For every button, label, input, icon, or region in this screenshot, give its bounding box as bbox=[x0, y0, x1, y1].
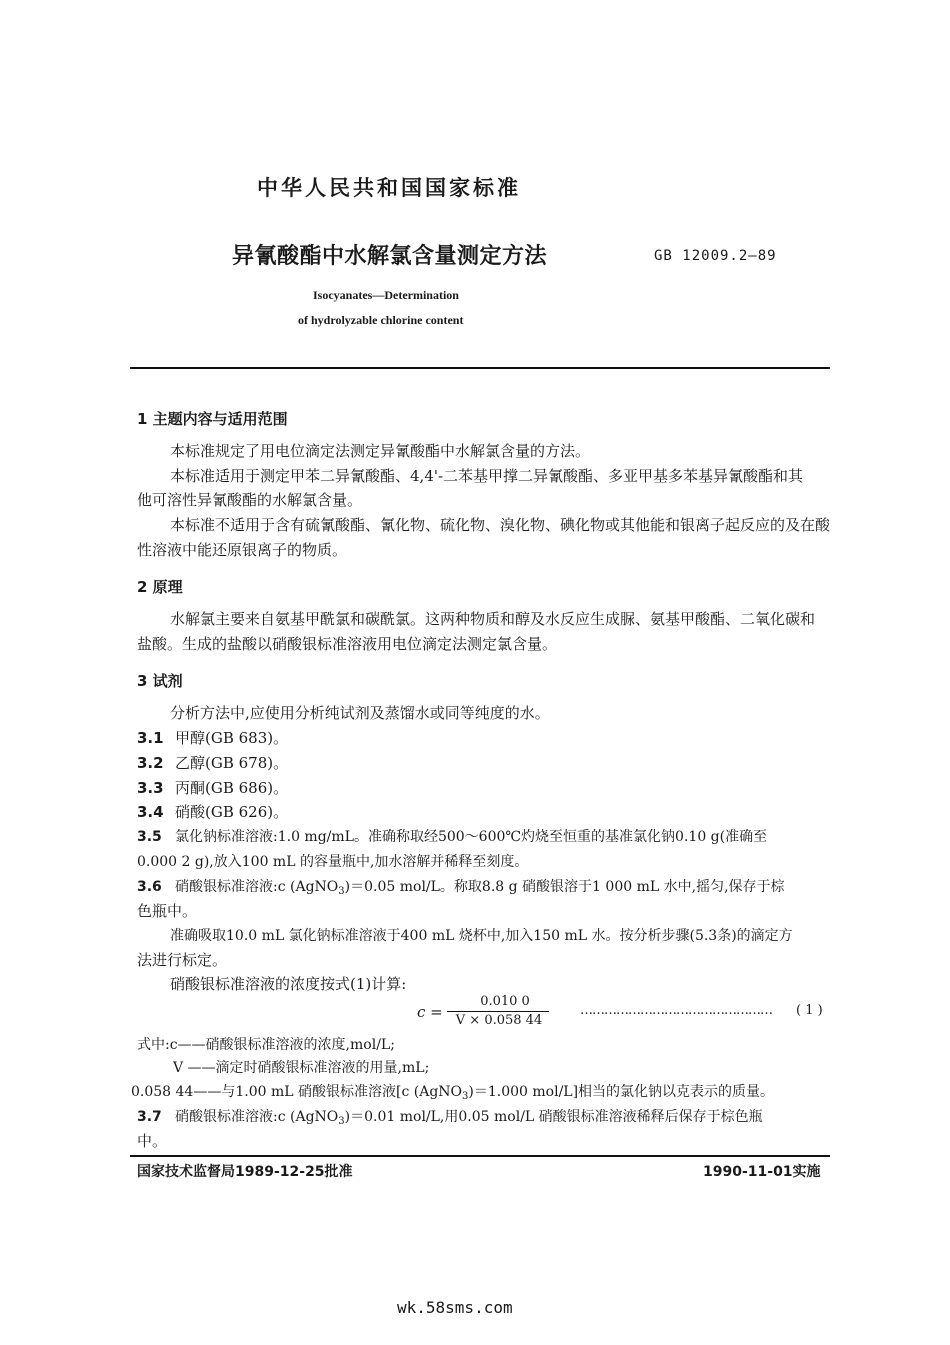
english-title-line-1: Isocyanates—Determination bbox=[313, 288, 459, 302]
where-k-text: 0.058 44——与1.00 mL 硝酸银标准溶液[c (AgNO bbox=[131, 1084, 463, 1100]
footer-divider bbox=[130, 1155, 830, 1157]
item-number: 3.4 bbox=[137, 803, 164, 821]
item-3-7-cont: 中。 bbox=[137, 1132, 168, 1150]
item-3-4 bbox=[137, 802, 288, 822]
formula-intro: 硝酸银标准溶液的浓度按式(1)计算: bbox=[170, 975, 407, 993]
item-3-5-cont: 0.000 2 g),放入100 mL 的容量瓶中,加水溶解并稀释至刻度。 bbox=[137, 854, 529, 870]
item-text-post: )＝0.05 mol/L。称取8.8 g 硝酸银溶于1 000 mL 水中,摇匀,保存于棕 bbox=[344, 879, 785, 895]
section-2-paragraph-cont: 盐酸。生成的盐酸以硝酸银标准溶液用电位滴定法测定氯含量。 bbox=[137, 635, 558, 653]
item-text-post: )＝0.01 mol/L,用0.05 mol/L 硝酸银标准溶液稀释后保存于棕色瓶 bbox=[344, 1109, 763, 1125]
item-number: 3.3 bbox=[137, 779, 164, 797]
section-1-paragraph-2-cont: 他可溶性异氰酸酯的水解氯含量。 bbox=[137, 491, 363, 509]
calibration-paragraph-cont: 法进行标定。 bbox=[137, 951, 228, 969]
section-2-paragraph: 水解氯主要来自氨基甲酰氯和碳酰氯。这两种物质和醇及水反应生成脲、氨基甲酸酯、二氧化碳和 bbox=[170, 610, 816, 628]
item-text: 乙醇(GB 678)。 bbox=[175, 754, 289, 772]
item-text: 丙酮(GB 686)。 bbox=[175, 779, 289, 797]
item-3-6-cont: 色瓶中。 bbox=[137, 902, 198, 920]
item-text: 甲醇(GB 683)。 bbox=[175, 729, 289, 747]
issuing-body-title: 中华人民共和国国家标准 bbox=[257, 176, 521, 200]
where-k-text-post: )＝1.000 mol/L]相当的氯化钠以克表示的质量。 bbox=[468, 1084, 775, 1100]
item-text: 氯化钠标准溶液:1.0 mg/mL。准确称取经500～600℃灼烧至恒重的基准氯化钠0.10 g(准确至 bbox=[175, 829, 768, 845]
item-text: 硝酸银标准溶液:c (AgNO bbox=[175, 1109, 339, 1125]
item-text: 硝酸银标准溶液:c (AgNO bbox=[175, 879, 339, 895]
formula-number: ( 1 ) bbox=[796, 1003, 823, 1018]
formula-lhs: c = bbox=[417, 1003, 443, 1021]
section-1-paragraph-3-cont: 性溶液中能还原银离子的物质。 bbox=[137, 541, 348, 559]
section-2-heading: 2 原理 bbox=[137, 578, 183, 596]
item-3-5 bbox=[137, 827, 767, 847]
where-k bbox=[131, 1082, 774, 1107]
section-3-heading: 3 试剂 bbox=[137, 672, 183, 690]
item-3-3 bbox=[137, 778, 288, 798]
item-number: 3.5 bbox=[137, 829, 162, 845]
section-1-paragraph-3: 本标准不适用于含有硫氰酸酯、氰化物、硫化物、溴化物、碘化物或其他能和银离子起反应的及在酸 bbox=[170, 516, 831, 534]
section-1-paragraph-1: 本标准规定了用电位滴定法测定异氰酸酯中水解氯含量的方法。 bbox=[170, 442, 591, 460]
where-v: V ——滴定时硝酸银标准溶液的用量,mL; bbox=[173, 1060, 430, 1076]
header-divider bbox=[130, 367, 830, 369]
subscript: 3 bbox=[338, 1116, 345, 1127]
item-3-2 bbox=[137, 753, 288, 773]
approval-date: 国家技术监督局1989-12-25批准 bbox=[137, 1164, 353, 1180]
standard-number: GB 12009.2—89 bbox=[654, 248, 777, 264]
item-number: 3.2 bbox=[137, 754, 164, 772]
item-text: 硝酸(GB 626)。 bbox=[175, 803, 289, 821]
item-3-7 bbox=[137, 1107, 763, 1132]
english-title-line-2: of hydrolyzable chlorine content bbox=[298, 313, 464, 327]
document-title: 异氰酸酯中水解氯含量测定方法 bbox=[232, 244, 548, 269]
subscript: 3 bbox=[462, 1091, 469, 1102]
subscript: 3 bbox=[338, 886, 345, 897]
formula-leader-dots: ………………………………………… bbox=[580, 1003, 772, 1018]
item-number: 3.7 bbox=[137, 1109, 162, 1125]
item-3-6 bbox=[137, 877, 785, 902]
where-c: 式中:c——硝酸银标准溶液的浓度,mol/L; bbox=[137, 1037, 395, 1053]
watermark-url: wk.58sms.com bbox=[397, 1298, 513, 1317]
calibration-paragraph: 准确吸取10.0 mL 氯化钠标准溶液于400 mL 烧杯中,加入150 mL 水。按分析步骤(5.3条)的滴定方 bbox=[170, 928, 793, 944]
effective-date: 1990-11-01实施 bbox=[703, 1164, 821, 1180]
section-1-heading: 1 主题内容与适用范围 bbox=[137, 410, 288, 428]
fraction-bar bbox=[447, 1011, 549, 1012]
item-3-1 bbox=[137, 728, 288, 748]
section-1-paragraph-2: 本标准适用于测定甲苯二异氰酸酯、4,4'-二苯基甲撑二异氰酸酯、多亚甲基多苯基异氰酸酯和其 bbox=[170, 467, 804, 485]
formula-denominator: V × 0.058 44 bbox=[455, 1013, 543, 1028]
item-number: 3.1 bbox=[137, 729, 164, 747]
section-3-intro: 分析方法中,应使用分析纯试剂及蒸馏水或同等纯度的水。 bbox=[170, 704, 550, 722]
formula-numerator: 0.010 0 bbox=[480, 994, 530, 1009]
item-number: 3.6 bbox=[137, 879, 162, 895]
